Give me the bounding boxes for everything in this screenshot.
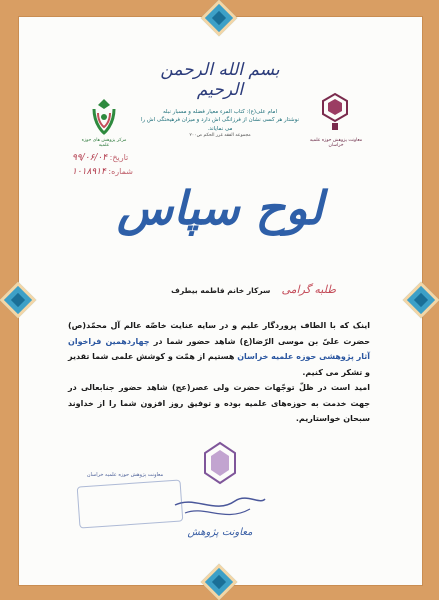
research-center-logo-caption: مرکز پژوهش های حوزه علمیه	[81, 138, 127, 148]
date-label: تاریخ:	[109, 153, 129, 162]
number-row	[72, 167, 152, 181]
hadith-source: مجموعه الفقه غرر الحکم ص۲۰۰	[189, 132, 251, 138]
body-text-part-2: هستیم از همّت و کوشش علمی شما تقدیر و تشکر می کنیم.	[68, 352, 370, 377]
bismillah-calligraphy: بسم الله الرحمن الرحیم	[160, 60, 280, 100]
hadith-line-2: نوشتار هر کسی نشان از فرزانگی اش دارد و میزان فرهیختگی اش را می نمایاند.	[140, 117, 299, 132]
number-label: شماره:	[108, 167, 133, 176]
certificate-body	[68, 318, 370, 427]
seminary-emblem-icon	[320, 92, 350, 136]
greeting: طلبه گرامی	[281, 283, 336, 296]
salutation	[171, 278, 336, 297]
event-name: چهاردهمین فراخوان آثار پژوهشی حوزه علمیه خراسان	[68, 336, 370, 361]
document-meta	[72, 153, 152, 181]
stamp-text: معاونت پژوهش حوزه علمیه خراسان	[86, 472, 164, 478]
body-text-part-3: امید است در ظلّ توجّهات حضرت ولی عصر(عج) شاهد حضور جنابعالی در جهت خدمت به حوزه‌های علمیه بوده و توفیق روز افزون شما را از خداوند سبحان خواستاریم.	[68, 383, 370, 423]
hadith-quote	[140, 108, 300, 140]
date-value: ۹۹/۰۶/۰۴	[72, 153, 108, 163]
body-text-part-1: اینک که با الطاف پروردگار علیم و در سایه عنایت خاصّه عالم آل محمّد(ص) حضرت علیّ بن موسی الرّضا(ع) شاهد حضور شما در	[68, 321, 371, 346]
recipient-name: سرکار خانم فاطمه بیطرف	[171, 286, 271, 295]
official-stamp	[77, 479, 184, 528]
date-row	[72, 153, 152, 167]
issuing-office: معاونت پژوهش	[187, 527, 253, 538]
number-value: ۱۰۱۸۹۱۴	[72, 167, 106, 177]
seminary-emblem-caption: معاونت پژوهش حوزه علمیه خراسان	[309, 138, 363, 148]
research-center-logo-icon	[86, 95, 122, 139]
hadith-line-1: امام علی(ع): کتاب المرء معیار فضله و مسبار نبله	[162, 109, 277, 115]
certificate-title: لوح سپاس	[116, 181, 324, 235]
